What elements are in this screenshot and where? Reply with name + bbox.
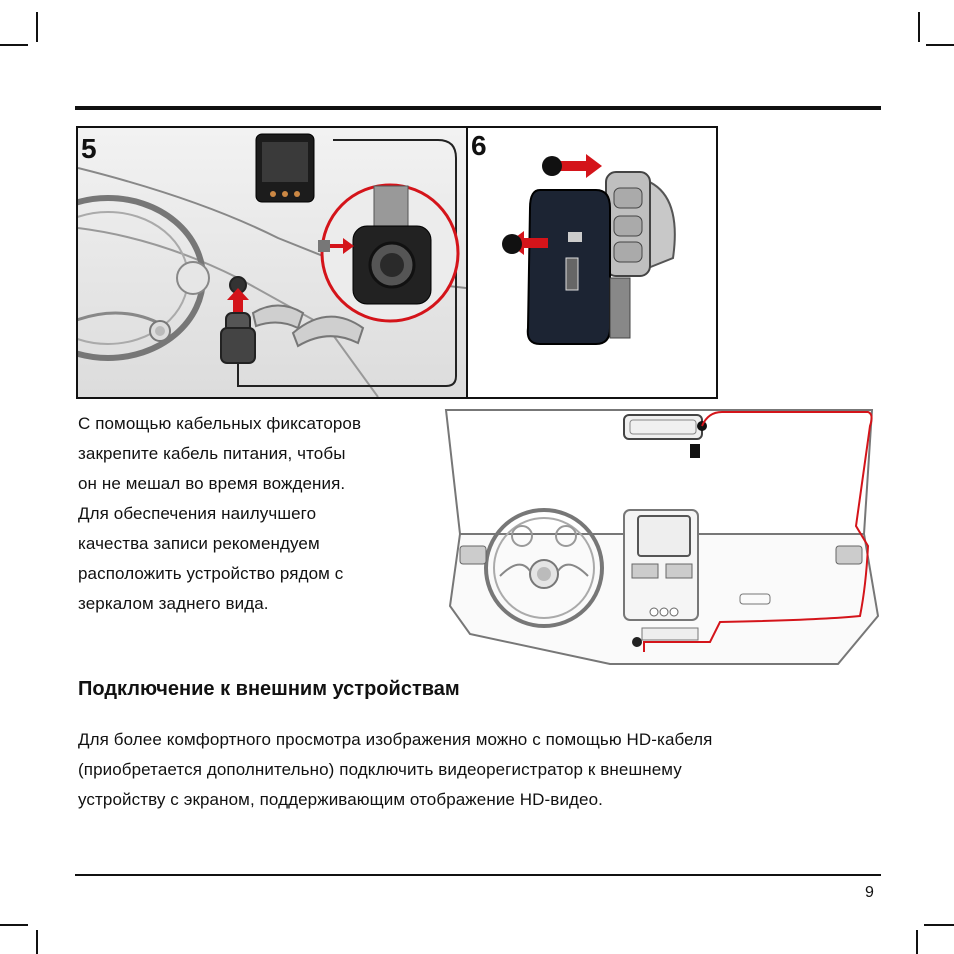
crop-mark-top-left-h [0, 44, 28, 46]
crop-mark-bottom-left-v [36, 930, 38, 954]
instruction-line: зеркалом заднего вида. [78, 594, 269, 613]
section-line: устройству с экраном, поддерживающим отображение HD-видео. [78, 790, 603, 809]
section-line: (приобретается дополнительно) подключить видеорегистратор к внешнему [78, 760, 682, 779]
header-rule [75, 106, 881, 110]
instruction-line: расположить устройство рядом с [78, 564, 344, 583]
crop-mark-bottom-right-h [924, 924, 954, 926]
instruction-line: закрепите кабель питания, чтобы [78, 444, 346, 463]
section-body [78, 725, 878, 815]
crop-mark-bottom-right-v [916, 930, 918, 954]
crop-mark-top-left-v [36, 12, 38, 42]
page-number: 9 [865, 884, 874, 901]
step5-number: 5 [81, 133, 97, 164]
instruction-line: он не мешал во время вождения. [78, 474, 346, 493]
footer-rule [75, 874, 881, 876]
instruction-line: Для обеспечения наилучшего [78, 504, 317, 523]
crop-mark-bottom-left-h [0, 924, 28, 926]
crop-mark-top-right-h [926, 44, 954, 46]
step5-illustration [76, 126, 468, 399]
mount-attach-illustration [468, 128, 716, 397]
section-line: Для более комфортного просмотра изображения можно с помощью HD-кабеля [78, 730, 713, 749]
crop-mark-top-right-v [918, 12, 920, 42]
step6-number: 6 [471, 130, 487, 161]
dashboard-cable-illustration [78, 128, 466, 397]
instruction-line: качества записи рекомендуем [78, 534, 320, 553]
car-interior-illustration [440, 406, 882, 670]
section-heading: Подключение к внешним устройствам [78, 678, 460, 700]
cable-instructions [78, 409, 428, 619]
instruction-line: С помощью кабельных фиксаторов [78, 414, 362, 433]
step6-illustration [466, 126, 718, 399]
